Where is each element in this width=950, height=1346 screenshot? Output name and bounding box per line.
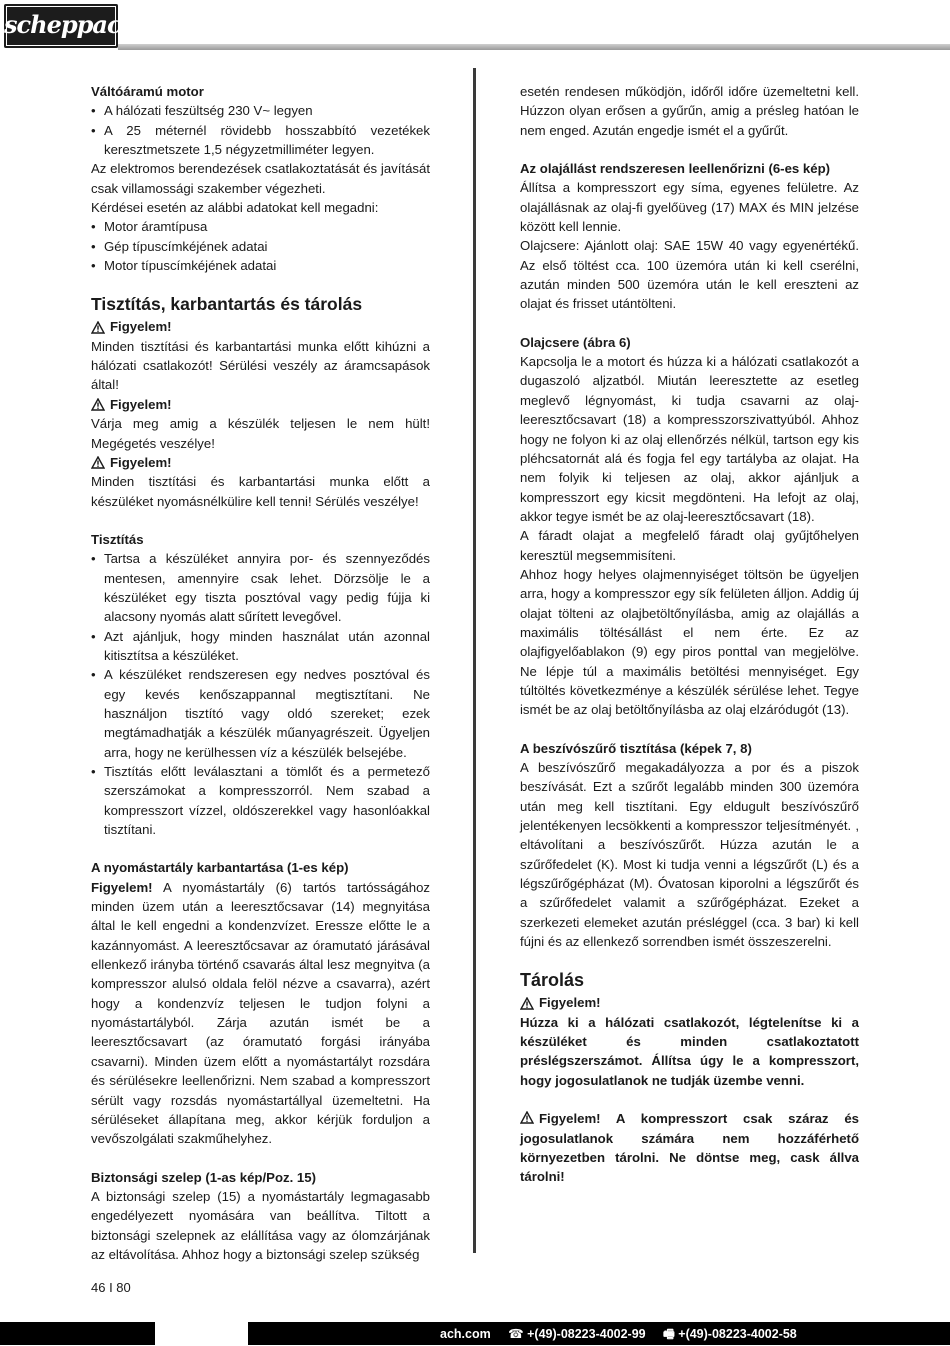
brand-logo <box>4 4 138 48</box>
storage-warning-text: Húzza ki a hálózati csatlakozót, légtelenítse ki a készüléket és minden csatlakoztatott préslégszerszámot. Állítsa úgy le a kompresszort, hogy jogosulatlanok ne tudják üzembe venni. <box>520 1014 859 1088</box>
list-item: • Tisztítás előtt leválasztani a tömlőt és a permetező szerszámokat a kompresszorról. Nem szabad a kompresszort vízzel, oldószerekkel vagy hasonlóakkal tisztítani. <box>91 762 430 839</box>
cleaning-list <box>91 549 430 839</box>
warning-label: Figyelem! <box>520 993 859 1012</box>
column-divider <box>473 68 476 1253</box>
right-column <box>520 82 859 1187</box>
warning-icon <box>91 456 105 469</box>
page-number: 46 I 80 <box>91 1280 131 1295</box>
list-item: • A készüléket rendszeresen egy nedves posztóval és egy kevés kenőszappannal megtisztítani. Ne használjon tisztító vagy oldó szereket; ezek megtámadhatják a készülék műanyagrészeit. Ügyeljen arra, hogy ne kerülhessen víz a készülék belsejébe. <box>91 665 430 762</box>
warning-label: Figyelem! <box>91 317 430 336</box>
list-item: • Motor típuscímkéjének adatai <box>91 256 430 275</box>
motor-paragraph: Az elektromos berendezések csatlakoztatását és javítását csak villamossági szakember végezheti. <box>91 161 430 196</box>
filter-paragraph: A beszívószűrő megakadályozza a por és a piszok beszívását. Ezt a szűrőt legalább minden 300 üzemóra után meg kell tisztítani. Egy eldugult beszívószűrő jelentékenyen lecsökkenti a kompresszor teljesítményét. , eltávolítani a beszívószűrőt. Húzza azután le a szűrőfedelet (K). Most ki tudja venni a légszűrőt (L) és a légszűrőgépházat (M). Óvatosan kiporolni a légszűrőt és a szűrőfedelet valamit a szűrőgépházat. Ezeket a szerkezeti elemeket azután présléggel (cca. 3 bar) ki kell fújni és az ellenkező sorrendben ismét összeszerelni. <box>520 760 859 950</box>
oil-change-paragraph: Ahhoz hogy helyes olajmennyiséget töltsön be ügyeljen arra, hogy a kompresszor egy sík felületen álljon. Addig új olajat tölteni az olajbetöltőnyílásba, amig az olajállás a maximális töltésállást el nem érte. Ez az olajfigyelőablakon (9) egy piros ponttal van megjelölve. Ne lépje túl a maximális betöltési mennyiséget. Egy túltöltés következménye a készülék sérülése lehet. Tegye ismét be az olaj betöltőnyílásba az olaj elzáródugót (13). <box>520 566 859 718</box>
list-item: • Tartsa a készüléket annyira por- és szennyeződés mentesen, amennyire csak lehet. Dörzsölje le a készüléket egy tiszta posztóval vagy pedig fújja ki alacsony nyomás alatt sűrített levegővel. <box>91 549 430 626</box>
valve-continued: esetén rendesen működjön, időről időre üzemeltetni kell. Húzzon olyan erősen a gyűrűn, amig a présleg hatóan le nem enged. Azután engedje ismét el a gyűrűt. <box>520 84 859 138</box>
header <box>0 0 950 50</box>
filter-title: A beszívószűrő tisztítása (képek 7, 8) <box>520 740 752 756</box>
list-item: • Azt ajánljuk, hogy minden használat után azonnal kitisztítsa a készüléket. <box>91 627 430 666</box>
footer-contact <box>440 1325 797 1346</box>
cleaning-heading: Tisztítás, karbantartás és tárolás <box>91 294 363 315</box>
tank-title: A nyomástartály karbantartása (1-es kép) <box>91 860 349 876</box>
motor-data-list <box>91 217 430 275</box>
warning-label: Figyelem! <box>91 395 430 414</box>
warning-icon <box>91 398 105 411</box>
motor-title: Váltóáramú motor <box>91 84 204 99</box>
oil-check-paragraph: Állítsa a kompresszort egy síma, egyenes felületre. Az olajállásnak az olaj-fi gyelőüveg (17) MAX és MIN jelzése között kell lennie. <box>520 180 859 235</box>
oil-check-paragraph: Olajcsere: Ajánlott olaj: SAE 15W 40 vagy egyenértékű. Az első töltést cca. 100 üzemóra után ki kell cserélni, azután minden 500 üzemóra után le kell ereszteni az olajat és frisset utántölteni. <box>520 238 859 312</box>
footer-block <box>155 1322 248 1345</box>
valve-title: Biztonsági szelep (1-as kép/Poz. 15) <box>91 1169 316 1185</box>
oil-change-title: Olajcsere (ábra 6) <box>520 334 631 350</box>
warning-label: Figyelem! <box>91 453 430 472</box>
warning-text: Minden tisztítási és karbantartási munka előtt a készüléket nyomásnélkülire kell tenni! Sérülés veszélye! <box>91 474 430 509</box>
warning-text: Várja meg amig a készülék teljesen le nem hült! Megégetés veszélye! <box>91 416 430 451</box>
storage-warning-text-2: Figyelem! A kompresszort csak száraz és jogosulatlanok számára nem hozzáférhető környezetben tárolni. Ne döntse meg, cask állva tárolni! <box>520 1111 859 1185</box>
storage-heading: Tárolás <box>520 970 585 991</box>
list-item: • Motor áramtípusa <box>91 217 430 236</box>
oil-change-paragraph: Kapcsolja le a motort és húzza ki a hálózati csatlakozót a dugaszoló aljzatból. Miután leeresztette az esetleg meglevő légnyomást, ki tudja csavarni az olaj-leeresztőcsavart (18) a kompresszorszivattyúból. Ahhoz hogy ne folyon ki az olaj ellenőrzés nélkül, tartson egy kis pléhcsatornát alá és fogja fel egy tartályba az olajat. Ha nem folyik ki teljesen az olaj, akkor ajánljuk a kompresszort egy kicsit megdönteni. Ha lefojt az olaj, akkor tegye ismét be az olaj-leeresztőcsavart (18). <box>520 354 859 524</box>
warning-text: Minden tisztítási és karbantartási munka előtt kihúzni a hálózati csatlakozót! Sérülési veszély az áramcsapások által! <box>91 338 430 393</box>
footer-fax: 🖷 +(49)-08223-4002-58 <box>663 1327 797 1341</box>
oil-check-title: Az olajállást rendszeresen leellenőrizni (6-es kép) <box>520 161 831 177</box>
tank-paragraph: Figyelem! A nyomástartály (6) tartós tartósságához minden üzem után a leeresztőcsavar (14) megnyitása által le kell engedni a kondenzvízet. Eressze előtte le a kazánnyomást. A leeresztőcsavar az óramutató járásával ellenkező irányba történő csavarás által lesz megnyitva (a kompresszor alulsó oldala felöl nézve a csavarra), azért hogy a kondenzvíz teljesen le tudjon folyni a nyomástartályból. Zárja azután ismét be a leeresztőcsavart (az óramutató forgási irányába csavarni). Minden üzem előtt a nyomástartályt rozsdára és sérülésekre leellenőrizni. Nem szabad a kompresszort sérült vagy rozsdás nyomástartállyal üzemeltetni. Ha sérüléseket állapítana meg, akkor kérjük forduljon a vevőszolgálati szakműhelyhez. <box>91 879 430 1147</box>
header-rule <box>118 44 950 50</box>
brand-logo-text: scheppach <box>4 10 138 39</box>
motor-list <box>91 101 430 159</box>
valve-paragraph: A biztonsági szelep (15) a nyomástartály legmagasabb engedélyezett nyomására van beállítva. Tiltott a biztonsági szelepnek az elállítása vagy az ólomzárjának az eltávolítása. Ahhoz hogy a biztonsági szelep szükség <box>91 1188 430 1262</box>
list-item: • Gép típuscímkéjének adatai <box>91 237 430 256</box>
list-item: • A hálózati feszültség 230 V~ legyen <box>91 101 430 120</box>
list-item: • A 25 méternél rövidebb hosszabbító vezetékek keresztmetszete 1,5 négyzetmilliméter legyen. <box>91 121 430 160</box>
left-column <box>91 82 430 1264</box>
cleaning-subtitle: Tisztítás <box>91 531 144 547</box>
oil-change-paragraph: A fáradt olajat a megfelelő fáradt olaj gyűjtőhelyen keresztül megsemmisíteni. <box>520 528 859 563</box>
warning-icon <box>91 321 105 334</box>
motor-paragraph: Kérdései esetén az alábbi adatokat kell megadni: <box>91 200 379 216</box>
footer-phone: ☎ +(49)-08223-4002-99 <box>508 1327 646 1341</box>
warning-icon <box>520 1111 534 1124</box>
footer-web: ach.com <box>440 1327 491 1341</box>
warning-icon <box>520 997 534 1010</box>
